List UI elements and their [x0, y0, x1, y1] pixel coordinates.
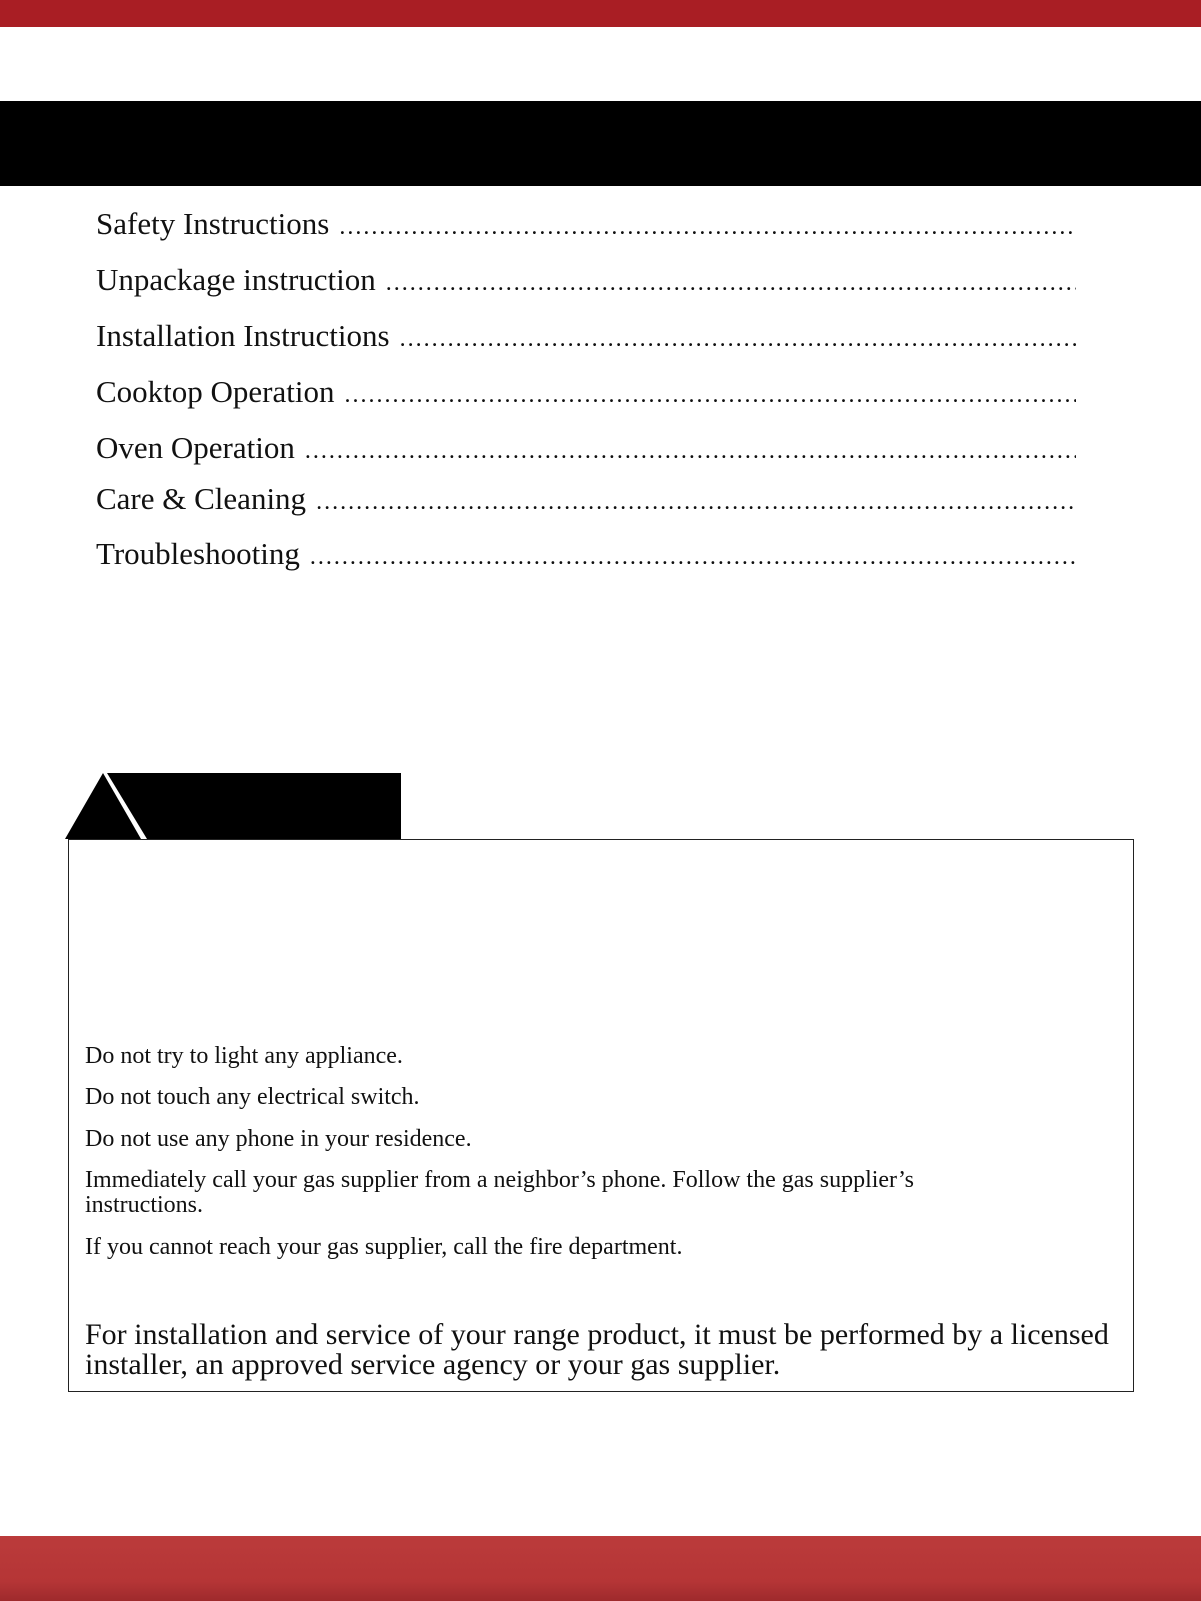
header-black-band: [0, 101, 1201, 186]
warning-instruction: Do not touch any electrical switch.: [85, 1084, 420, 1110]
toc-item-oven-operation: [96, 430, 1076, 466]
toc-label: Safety Instructions: [96, 206, 330, 241]
warning-instruction: Immediately call your gas supplier from a neighbor’s phone. Follow the gas supplier’s instructions.: [85, 1167, 914, 1218]
warning-symbol-icon: [65, 773, 401, 841]
toc-label: Unpackage instruction: [96, 262, 376, 297]
toc-leader-dots: [339, 214, 1076, 241]
toc-label: Care & Cleaning: [96, 481, 307, 516]
toc-item-unpackage-instruction: [96, 262, 1076, 298]
toc-item-cooktop-operation: [96, 374, 1076, 410]
toc-leader-dots: [316, 489, 1076, 516]
toc-item-troubleshooting: [96, 536, 1076, 572]
toc-leader-dots: [400, 326, 1076, 353]
bottom-red-band: [0, 1536, 1201, 1601]
toc-leader-dots: [305, 438, 1076, 465]
top-red-band: [0, 0, 1201, 27]
installation-service-notice: For installation and service of your range product, it must be performed by a licensed installer, an approved service agency or your gas supplier.: [85, 1318, 1109, 1381]
toc-label: Troubleshooting: [96, 536, 300, 571]
warning-instruction: Do not try to light any appliance.: [85, 1043, 403, 1069]
toc-item-installation-instructions: [96, 318, 1076, 354]
toc-label: Cooktop Operation: [96, 374, 335, 409]
toc-item-care-cleaning: [96, 481, 1076, 517]
warning-box: [68, 839, 1134, 1392]
toc-leader-dots: [345, 382, 1077, 409]
toc-leader-dots: [386, 270, 1076, 297]
toc-leader-dots: [310, 544, 1076, 571]
toc-label: Installation Instructions: [96, 318, 390, 353]
warning-instruction: If you cannot reach your gas supplier, call the fire department.: [85, 1234, 683, 1260]
warning-instruction: Do not use any phone in your residence.: [85, 1126, 472, 1152]
toc-item-safety-instructions: [96, 206, 1076, 242]
toc-label: Oven Operation: [96, 430, 295, 465]
